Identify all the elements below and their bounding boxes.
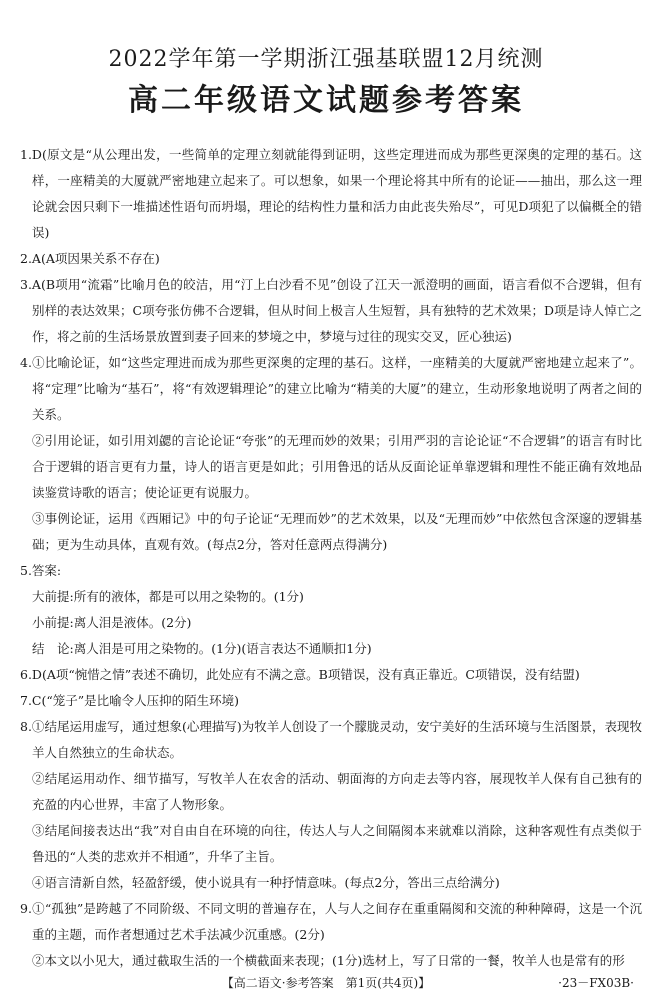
- answer-item: 6.D(A项“惋惜之情”表述不确切，此处应有不满之意。B项错误，没有真正靠近。C项错误，没有结盟): [20, 667, 580, 682]
- answer-subitem: ②本文以小见大，通过截取生活的一个横截面来表现；(1分)选材上，写了日常的一餐，牧羊人也是常有的形: [32, 953, 625, 968]
- answer-item: 3.A(B项用“流霜”比喻月色的皎洁，用“汀上白沙看不见”创设了江天一派澄明的画面，语言看似不合逻辑，但有别样的表达效果；C项夸张仿佛不合逻辑，但从时间上极言人生短暂，具有独特的艺术效果；D项是诗人悼亡之作，将之前的生活场景放置到妻子回来的梦境之中，梦境与过往的现实交叉，匠心独运): [20, 277, 642, 344]
- answer-item: 8.①结尾运用虚写，通过想象(心理描写)为牧羊人创设了一个朦胧灵动，安宁美好的生活环境与生活图景，表现牧羊人自然独立的生命状态。: [20, 719, 642, 760]
- exam-code: ·23－FX03B·: [558, 976, 634, 990]
- answer-item: 4.①比喻论证，如“这些定理进而成为那些更深奥的定理的基石。这样，一座精美的大厦就严密地建立起来了”。将“定理”比喻为“基石”，将“有效逻辑理论”的建立比喻为“精美的大厦”的建立，生动形象地说明了两者之间的关系。: [20, 355, 642, 422]
- page-number: 【高二语文·参考答案 第1页(共4页)】: [221, 976, 431, 990]
- answer-subitem: 小前提:离人泪是液体。(2分): [32, 615, 192, 630]
- answer-subitem: ②引用论证，如引用刘勰的言论论证“夸张”的无理而妙的效果；引用严羽的言论论证“不合逻辑”的语言有时比合于逻辑的语言更有力量，诗人的语言更是如此；引用鲁迅的话从反面论证单靠逻辑和理性不能正确有效地品读鉴赏诗歌的语言；使论证更有说服力。: [32, 433, 642, 500]
- answer-key-title: 高二年级语文试题参考答案: [128, 83, 524, 118]
- answer-item: 7.C(“笼子”是比喻令人压抑的陌生环境): [20, 693, 240, 708]
- answer-list: [20, 142, 642, 974]
- answer-subitem: ④语言清新自然，轻盈舒缓，使小说具有一种抒情意味。(每点2分，答出三点给满分): [32, 875, 500, 890]
- answer-item: 5.答案:: [20, 563, 62, 578]
- answer-subitem: ③事例论证，运用《西厢记》中的句子论证“无理而妙”的艺术效果，以及“无理而妙”中依然包含深邃的逻辑基础；更为生动具体，直观有效。(每点2分，答对任意两点得满分): [32, 511, 642, 552]
- answer-item: 2.A(A项因果关系不存在): [20, 251, 160, 266]
- answer-subitem: ②结尾运用动作、细节描写，写牧羊人在农舍的活动、朝面海的方向走去等内容，展现牧羊人保有自己独有的充盈的内心世界，丰富了人物形象。: [32, 771, 642, 812]
- page-footer: [0, 972, 652, 994]
- answer-item: 1.D(原文是“从公理出发，一些简单的定理立刻就能得到证明，这些定理进而成为那些更深奥的定理的基石。这样，一座精美的大厦就严密地建立起来了。可以想象，如果一个理论将其中所有的论证——抽出，那么这一理论就会因只剩下一堆描述性语句而坍塌，理论的结构性力量和活力由此丧失殆尽”，可见D项犯了以偏概全的错误): [20, 147, 642, 240]
- answer-subitem: 结 论:离人泪是可用之染物的。(1分)(语言表达不通顺扣1分): [32, 641, 372, 656]
- exam-title: 2022学年第一学期浙江强基联盟12月统测: [108, 47, 544, 72]
- answer-subitem: ③结尾间接表达出“我”对自由自在环境的向往，传达人与人之间隔阂本来就难以消除，这种客观性有点类似于鲁迅的“人类的悲欢并不相通”，升华了主旨。: [32, 823, 642, 864]
- answer-subitem: 大前提:所有的液体，都是可以用之染物的。(1分): [32, 589, 304, 604]
- answer-item: 9.①“孤独”是跨越了不同阶级、不同文明的普遍存在，人与人之间存在重重隔阂和交流的种种障碍，这是一个沉重的主题，而作者想通过艺术手法减少沉重感。(2分): [20, 901, 642, 942]
